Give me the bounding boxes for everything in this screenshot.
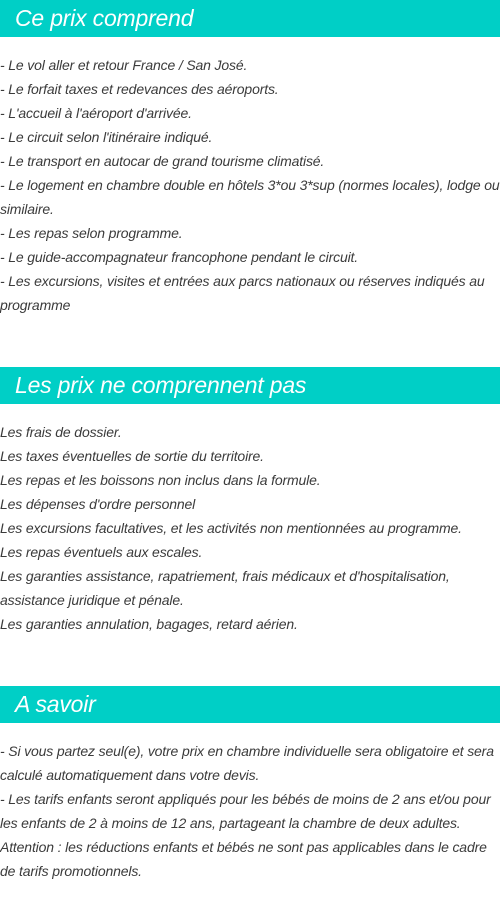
included-item: - Les repas selon programme. — [0, 225, 183, 241]
section-title-to-know: A savoir — [15, 691, 96, 717]
not-included-item: Les frais de dossier. — [0, 424, 122, 440]
to-know-item: - Les tarifs enfants seront appliqués pour les bébés de moins de 2 ans et/ou pour les enfants de 2 à moins de 12 ans, partageant la chambre de deux adultes. — [0, 791, 491, 831]
section-header-to-know — [0, 686, 500, 723]
included-item: - Le guide-accompagnateur francophone pendant le circuit. — [0, 249, 359, 265]
to-know-item: Attention : les réductions enfants et bébés ne sont pas applicables dans le cadre de tarifs promotionnels. — [0, 839, 487, 879]
included-item: - Le logement en chambre double en hôtels 3*ou 3*sup (normes locales), lodge ou similaire. — [0, 177, 500, 217]
section-header-included — [0, 0, 500, 37]
not-included-item: Les dépenses d'ordre personnel — [0, 496, 196, 512]
included-item: - L'accueil à l'aéroport d'arrivée. — [0, 105, 192, 121]
section-title-not-included: Les prix ne comprennent pas — [15, 372, 307, 398]
included-item: - Le circuit selon l'itinéraire indiqué. — [0, 129, 213, 145]
not-included-item: Les repas et les boissons non inclus dans la formule. — [0, 472, 321, 488]
to-know-item: - Si vous partez seul(e), votre prix en chambre individuelle sera obligatoire et sera calculé automatiquement dans votre devis. — [0, 743, 494, 783]
section-header-not-included — [0, 367, 500, 404]
included-item: - Le forfait taxes et redevances des aéroports. — [0, 81, 279, 97]
included-item: - Le transport en autocar de grand tourisme climatisé. — [0, 153, 325, 169]
section-body-to-know — [0, 739, 500, 883]
not-included-item: Les garanties assistance, rapatriement, frais médicaux et d'hospitalisation, assistance juridique et pénale. — [0, 568, 450, 608]
not-included-item: Les taxes éventuelles de sortie du territoire. — [0, 448, 264, 464]
section-title-included: Ce prix comprend — [15, 5, 194, 31]
section-body-included — [0, 53, 500, 317]
included-item: - Le vol aller et retour France / San José. — [0, 57, 248, 73]
not-included-item: Les garanties annulation, bagages, retard aérien. — [0, 616, 298, 632]
not-included-item: Les excursions facultatives, et les activités non mentionnées au programme. — [0, 520, 462, 536]
not-included-item: Les repas éventuels aux escales. — [0, 544, 203, 560]
included-item: - Les excursions, visites et entrées aux parcs nationaux ou réserves indiqués au programme — [0, 273, 485, 313]
section-body-not-included — [0, 420, 500, 636]
